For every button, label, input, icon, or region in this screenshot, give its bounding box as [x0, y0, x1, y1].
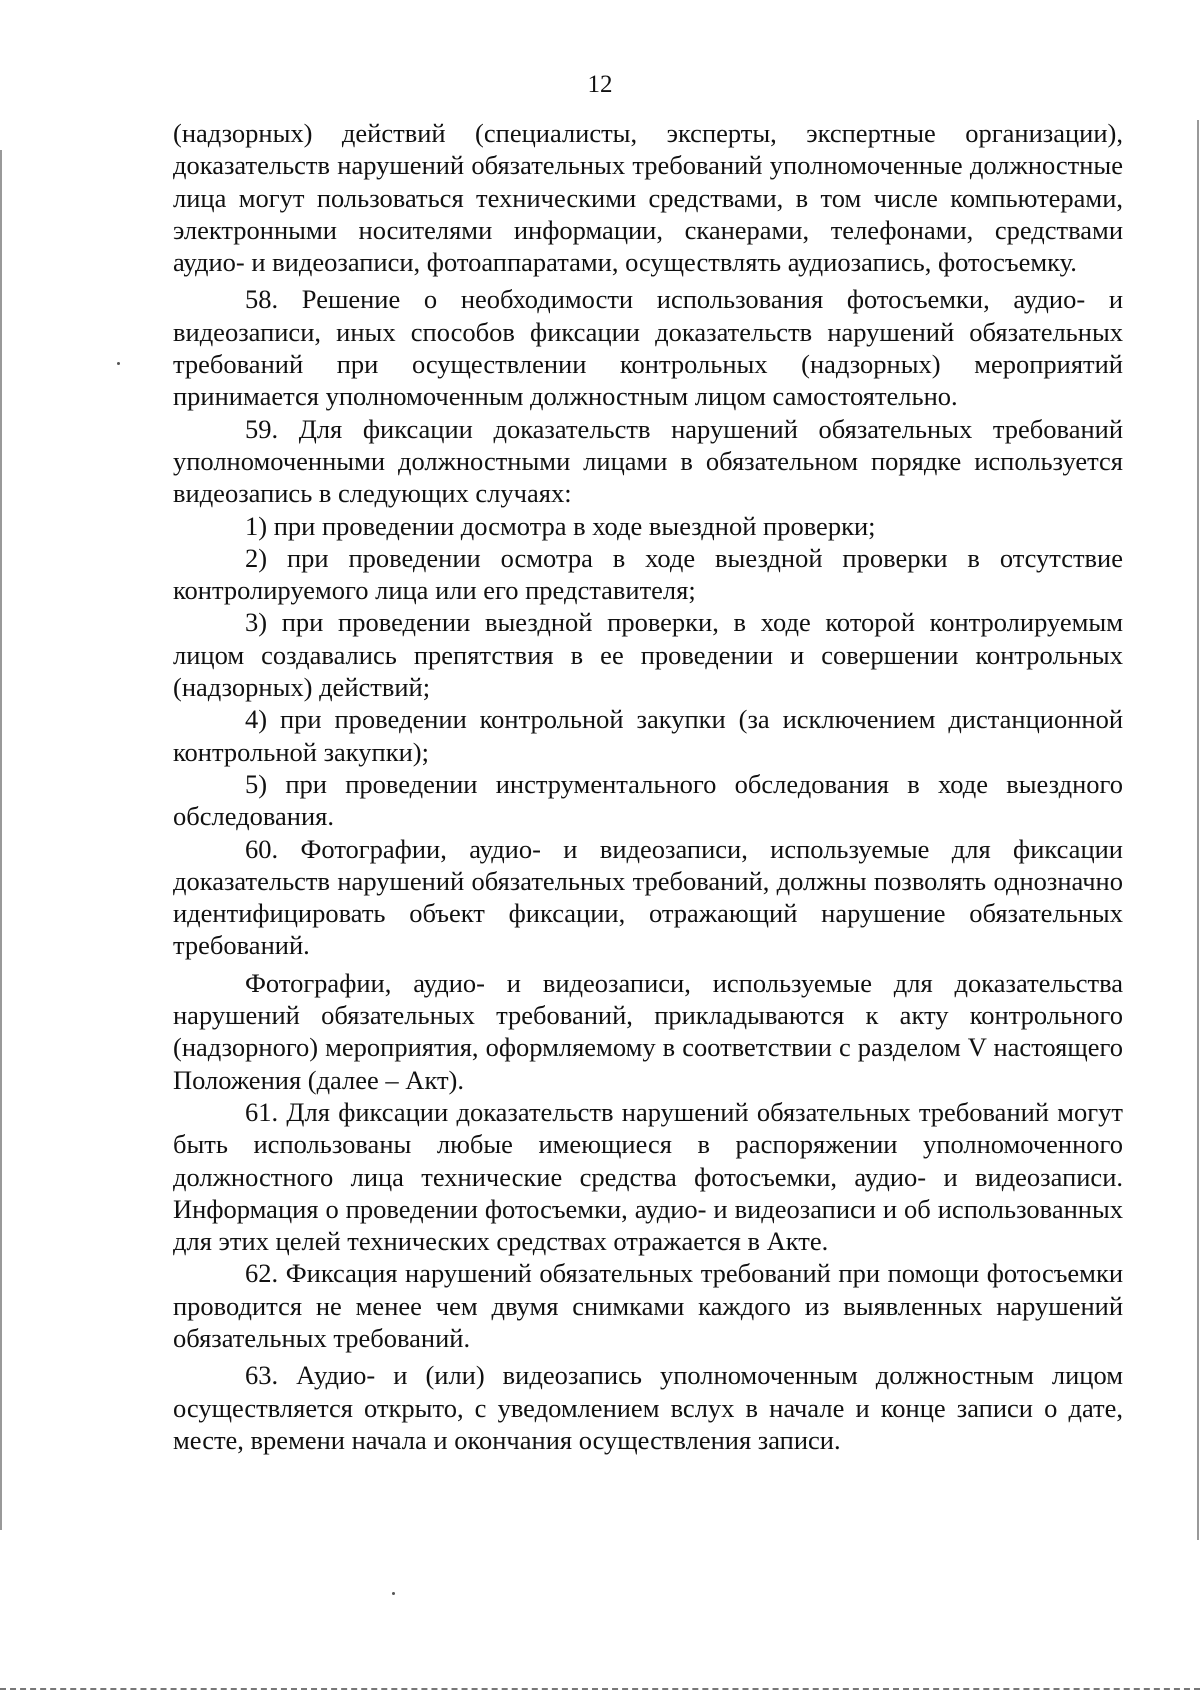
paragraph-intro: (надзорных) действий (специалисты, эксперты, экспертные организации), доказательств нарушений обязательных требований уполномоченные должностные лица могут пользоваться техническими средствами, в том числе компьютерами, электронными носителями информации, сканерами, телефонами, средствами аудио- и видеозаписи, фотоаппаратами, осуществлять аудиозапись, фотосъемку. — [173, 118, 1123, 278]
paragraph-item-60-continued: Фотографии, аудио- и видеозаписи, используемые для доказательства нарушений обязательных требований, прикладываются к акту контрольного (надзорного) мероприятия, оформляемому в соответствии с разделом V настоящего Положения (далее – Акт). — [173, 967, 1123, 1095]
left-margin-mark — [0, 150, 2, 1530]
scan-speck — [392, 1592, 395, 1595]
list-item-59-5: 5) при проведении инструментального обследования в ходе выездного обследования. — [173, 768, 1123, 832]
paragraph-item-59: 59. Для фиксации доказательств нарушений обязательных требований уполномоченными должностными лицами в обязательном порядке используется видеозапись в следующих случаях: — [173, 413, 1123, 509]
right-margin-mark — [1197, 120, 1199, 1540]
bottom-edge-rule — [0, 1688, 1200, 1690]
list-item-59-3: 3) при проведении выездной проверки, в ходе которой контролируемым лицом создавались препятствия в ее проведении и совершении контрольных (надзорных) действий; — [173, 607, 1123, 703]
scan-speck — [117, 362, 120, 365]
paragraph-item-63: 63. Аудио- и (или) видеозапись уполномоченным должностным лицом осуществляется открыто, с уведомлением вслух в начале и конце записи о дате, месте, времени начала и окончания осуществления записи. — [173, 1360, 1123, 1455]
paragraph-item-61: 61. Для фиксации доказательств нарушений обязательных требований могут быть использованы любые имеющиеся в распоряжении уполномоченного должностного лица технические средства фотосъемки, аудио- и видеозаписи. Информация о проведении фотосъемки, аудио- и видеозаписи и об использованных для этих целей технических средствах отражается в Акте. — [173, 1096, 1123, 1257]
paragraph-item-58: 58. Решение о необходимости использования фотосъемки, аудио- и видеозаписи, иных способов фиксации доказательств нарушений обязательных требований при осуществлении контрольных (надзорных) мероприятий принимается уполномоченным должностным лицом самостоятельно. — [173, 284, 1123, 412]
paragraph-item-62: 62. Фиксация нарушений обязательных требований при помощи фотосъемки проводится не менее чем двумя снимками каждого из выявленных нарушений обязательных требований. — [173, 1258, 1123, 1353]
list-item-59-1: 1) при проведении досмотра в ходе выездной проверки; — [245, 510, 876, 541]
list-item-59-2: 2) при проведении осмотра в ходе выездной проверки в отсутствие контролируемого лица или его представителя; — [173, 542, 1123, 606]
page-number: 12 — [587, 71, 613, 98]
document-body — [173, 117, 1123, 1456]
list-item-59-4: 4) при проведении контрольной закупки (за исключением дистанционной контрольной закупки); — [173, 704, 1123, 767]
paragraph-item-60: 60. Фотографии, аудио- и видеозаписи, используемые для фиксации доказательств нарушений обязательных требований, должны позволять однозначно идентифицировать объект фиксации, отражающий нарушение обязательных требований. — [173, 833, 1123, 961]
